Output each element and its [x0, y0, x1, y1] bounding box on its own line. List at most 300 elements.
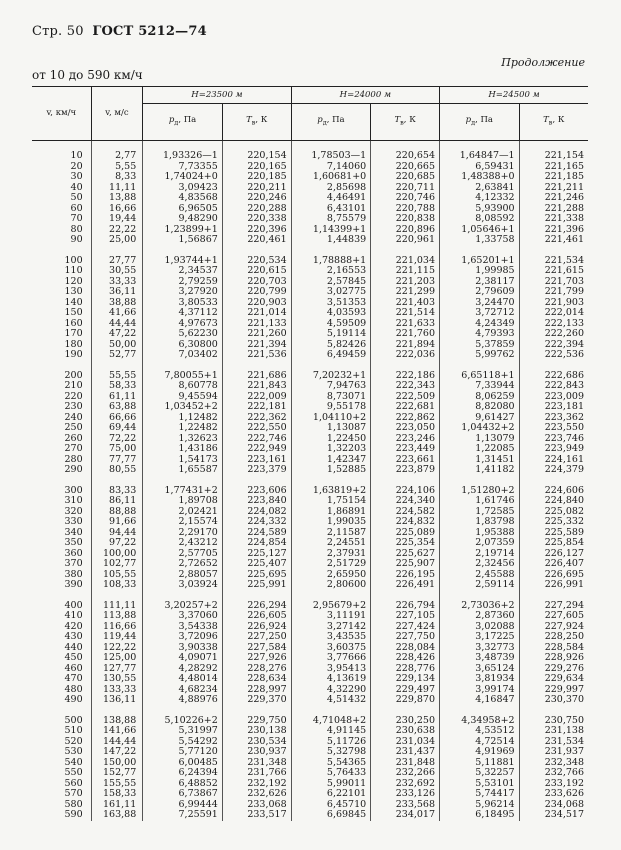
col-header-temperature: $T_в$, К: [222, 104, 291, 141]
table-cell: 470: [32, 674, 91, 685]
table-cell: 7,20232+1: [291, 361, 371, 382]
table-cell: 5,82426: [291, 340, 371, 351]
group-header-3: H=24500 м: [440, 87, 588, 104]
table-cell: 1,41182: [440, 465, 520, 476]
table-cell: 58,33: [91, 381, 143, 392]
table-row: [32, 559, 588, 570]
table-row: [32, 768, 588, 779]
table-cell: 1,83798: [440, 517, 520, 528]
atmosphere-table: [32, 86, 588, 821]
table-cell: 233,517: [222, 810, 291, 821]
table-cell: 270: [32, 444, 91, 455]
table-cell: 220,788: [371, 204, 440, 215]
table-cell: 360: [32, 549, 91, 560]
table-cell: 75,00: [91, 444, 143, 455]
table-cell: 4,71048+2: [291, 706, 371, 727]
table-cell: 222,681: [371, 402, 440, 413]
table-cell: 228,926: [544, 652, 584, 663]
table-cell: 210: [32, 381, 91, 392]
page-number: Стр. 50: [32, 24, 84, 39]
table-cell: 4,97673: [143, 319, 223, 330]
col-header-pressure: $p_д$, Па: [143, 104, 223, 141]
table-cell: 231,348: [222, 758, 291, 769]
table-cell: 230,138: [222, 726, 291, 737]
table-cell: 108,33: [91, 580, 143, 591]
table-cell: 224,082: [222, 507, 291, 518]
table-cell: 233,192: [544, 777, 584, 789]
table-cell: 220,246: [222, 193, 291, 204]
table-cell: 180: [32, 340, 91, 351]
table-cell: 138,88: [91, 706, 143, 727]
table-cell: 570: [32, 789, 91, 800]
group-header-1: H=23500 м: [143, 87, 291, 104]
table-row: [32, 653, 588, 664]
table-cell: 69,44: [91, 423, 143, 434]
table-row: [32, 246, 588, 267]
table-cell: 229,750: [222, 706, 291, 727]
table-cell: 220,903: [222, 298, 291, 309]
table-cell: 1,42347: [291, 455, 371, 466]
table-cell: 63,88: [91, 402, 143, 413]
table-cell: 228,276: [222, 664, 291, 675]
table-cell: 2,85698: [291, 183, 371, 194]
table-cell: 4,16847: [440, 695, 520, 706]
table-cell: 226,695: [544, 568, 584, 580]
table-cell: 225,089: [371, 528, 440, 539]
table-cell: 229,276: [544, 662, 584, 674]
table-cell: 60: [32, 204, 91, 215]
table-cell: 370: [32, 559, 91, 570]
table-cell: 221,760: [371, 329, 440, 340]
table-cell: 55,55: [91, 361, 143, 382]
col-header-v-ms: v, м/с: [91, 87, 143, 141]
table-cell: 225,127: [222, 549, 291, 560]
table-cell: 72,22: [91, 434, 143, 445]
table-cell: 228,084: [371, 643, 440, 654]
table-cell: 5,74417: [440, 789, 520, 800]
table-cell: 6,30800: [143, 340, 223, 351]
table-cell: 3,60375: [291, 643, 371, 654]
table-cell: 1,33758: [440, 235, 520, 246]
table-cell: 7,33944: [440, 381, 520, 392]
table-row: [32, 193, 588, 204]
table-cell: 5,37859: [440, 340, 520, 351]
table-cell: 225,589: [544, 526, 584, 538]
table-cell: 33,33: [91, 277, 143, 288]
table-cell: 1,31451: [440, 455, 520, 466]
table-cell: 1,13079: [440, 434, 520, 445]
table-cell: 540: [32, 758, 91, 769]
table-cell: 5,77120: [143, 747, 223, 758]
table-cell: 2,87360: [440, 611, 520, 622]
table-cell: 1,54173: [143, 455, 223, 466]
table-cell: 560: [32, 779, 91, 790]
table-cell: 222,036: [371, 350, 440, 361]
table-cell: 80,55: [91, 465, 143, 476]
table-cell: 234,017: [371, 810, 440, 821]
table-cell: 3,43535: [291, 632, 371, 643]
table-cell: 1,63819+2: [291, 476, 371, 497]
table-cell: 228,584: [544, 641, 584, 653]
table-cell: 1,75154: [291, 496, 371, 507]
table-cell: 430: [32, 632, 91, 643]
table-cell: 1,14399+1: [291, 225, 371, 236]
table-cell: 221,686: [222, 361, 291, 382]
table-row: [32, 402, 588, 413]
table-cell: 224,106: [371, 476, 440, 497]
table-cell: 97,22: [91, 538, 143, 549]
table-row: [32, 141, 588, 162]
table-cell: 3,09423: [143, 183, 223, 194]
table-cell: 231,937: [544, 746, 584, 757]
table-cell: 100,00: [91, 549, 143, 560]
table-cell: 223,949: [544, 443, 584, 454]
table-cell: 9,45594: [143, 392, 223, 403]
table-cell: 223,009: [544, 390, 584, 402]
table-cell: 3,99174: [440, 685, 520, 696]
table-cell: 2,79259: [143, 277, 223, 288]
table-cell: 220,703: [222, 277, 291, 288]
table-cell: 47,22: [91, 329, 143, 340]
table-row: [32, 308, 588, 319]
table-cell: 4,09071: [143, 653, 223, 664]
table-cell: 9,61427: [440, 413, 520, 424]
table-cell: 6,96505: [143, 204, 223, 215]
table-cell: 150,00: [91, 758, 143, 769]
table-cell: 9,55178: [291, 402, 371, 413]
table-cell: 229,134: [371, 674, 440, 685]
table-cell: 52,77: [91, 350, 143, 361]
table-cell: 66,66: [91, 413, 143, 424]
table-cell: 3,90338: [143, 643, 223, 654]
table-cell: 221,534: [544, 254, 584, 266]
table-cell: 3,17225: [440, 632, 520, 643]
table-cell: 231,848: [371, 758, 440, 769]
table-cell: 223,661: [371, 455, 440, 466]
table-cell: 225,627: [371, 549, 440, 560]
table-cell: 500: [32, 706, 91, 727]
table-cell: 116,66: [91, 622, 143, 633]
table-cell: 4,59509: [291, 319, 371, 330]
table-cell: 4,51432: [291, 695, 371, 706]
table-cell: 221,396: [544, 223, 584, 235]
table-cell: 160: [32, 319, 91, 330]
table-cell: 4,32290: [291, 685, 371, 696]
table-cell: 3,32773: [440, 643, 520, 654]
table-cell: 227,605: [544, 610, 584, 621]
table-cell: 233,626: [544, 788, 584, 799]
table-cell: 50: [32, 193, 91, 204]
table-cell: 7,73355: [143, 162, 223, 173]
table-cell: 3,11191: [291, 611, 371, 622]
table-cell: 1,99985: [440, 266, 520, 277]
table-cell: 1,60681+0: [291, 172, 371, 183]
table-cell: 224,589: [222, 528, 291, 539]
table-cell: 222,133: [544, 317, 584, 329]
table-cell: 222,843: [544, 380, 584, 391]
table-cell: 161,11: [91, 800, 143, 811]
table-cell: 222,686: [544, 369, 584, 381]
table-cell: 2,45588: [440, 570, 520, 581]
table-cell: 1,13087: [291, 423, 371, 434]
table-cell: 5,99011: [291, 779, 371, 790]
table-cell: 3,72096: [143, 632, 223, 643]
table-cell: 130,55: [91, 674, 143, 685]
table-cell: 229,497: [371, 685, 440, 696]
table-row: [32, 674, 588, 685]
table-cell: 260: [32, 434, 91, 445]
table-cell: 6,49459: [291, 350, 371, 361]
table-row: [32, 476, 588, 497]
table-cell: 222,536: [544, 349, 584, 360]
table-cell: 223,840: [222, 496, 291, 507]
table-cell: 1,72585: [440, 507, 520, 518]
table-cell: 223,050: [371, 423, 440, 434]
table-cell: 222,009: [222, 392, 291, 403]
table-cell: 38,88: [91, 298, 143, 309]
table-cell: 230: [32, 402, 91, 413]
table-cell: 4,91969: [440, 747, 520, 758]
table-cell: 226,195: [371, 570, 440, 581]
table-cell: 50,00: [91, 340, 143, 351]
table-cell: 225,332: [544, 516, 584, 527]
table-cell: 220: [32, 392, 91, 403]
table-cell: 36,11: [91, 287, 143, 298]
table-row: [32, 214, 588, 225]
table-cell: 5,76433: [291, 768, 371, 779]
table-cell: 2,51729: [291, 559, 371, 570]
table-cell: 224,582: [371, 507, 440, 518]
table-cell: 230,638: [371, 726, 440, 737]
table-cell: 231,766: [222, 768, 291, 779]
table-cell: 420: [32, 622, 91, 633]
table-cell: 220,154: [222, 141, 291, 162]
table-cell: 230,750: [544, 714, 584, 726]
table-cell: 340: [32, 528, 91, 539]
table-row: [32, 695, 588, 706]
table-cell: 150: [32, 308, 91, 319]
table-cell: 220,211: [222, 183, 291, 194]
table-cell: 520: [32, 737, 91, 748]
table-cell: 220,338: [222, 214, 291, 225]
table-cell: 228,250: [544, 631, 584, 642]
table-cell: 3,77666: [291, 653, 371, 664]
table-cell: 141,66: [91, 726, 143, 737]
table-cell: 234,517: [544, 809, 584, 820]
table-cell: 4,72514: [440, 737, 520, 748]
table-cell: 226,794: [371, 591, 440, 612]
table-cell: 147,22: [91, 747, 143, 758]
table-cell: 224,840: [544, 495, 584, 506]
table-cell: 120: [32, 277, 91, 288]
table-cell: 222,186: [371, 361, 440, 382]
table-cell: 450: [32, 653, 91, 664]
table-cell: 580: [32, 800, 91, 811]
table-cell: 119,44: [91, 632, 143, 643]
table-cell: 6,45710: [291, 800, 371, 811]
table-row: [32, 172, 588, 183]
table-cell: 220,396: [222, 225, 291, 236]
table-row: [32, 726, 588, 737]
table-cell: 27,77: [91, 246, 143, 267]
table-cell: 3,20257+2: [143, 591, 223, 612]
table-cell: 231,534: [544, 735, 584, 747]
table-cell: 7,25591: [143, 810, 223, 821]
table-cell: 226,407: [544, 558, 584, 569]
table-cell: 7,14060: [291, 162, 371, 173]
table-cell: 228,634: [222, 674, 291, 685]
table-cell: 223,246: [371, 434, 440, 445]
table-cell: 1,04110+2: [291, 413, 371, 424]
table-cell: 221,703: [544, 275, 584, 287]
group-header-2: H=24000 м: [291, 87, 439, 104]
table-cell: 102,77: [91, 559, 143, 570]
table-cell: 220,746: [371, 193, 440, 204]
table-cell: 226,991: [544, 579, 584, 590]
table-cell: 3,02775: [291, 287, 371, 298]
table-cell: 220,185: [222, 172, 291, 183]
table-cell: 1,22450: [291, 434, 371, 445]
table-cell: 221,185: [544, 171, 584, 182]
table-cell: 2,63841: [440, 183, 520, 194]
table-cell: 1,86891: [291, 507, 371, 518]
table-cell: 232,692: [371, 779, 440, 790]
table-cell: 390: [32, 580, 91, 591]
table-cell: 221,514: [371, 308, 440, 319]
table-cell: 1,89708: [143, 496, 223, 507]
table-cell: 1,93326—1: [143, 141, 223, 162]
table-cell: 380: [32, 570, 91, 581]
table-cell: 140: [32, 298, 91, 309]
table-cell: 310: [32, 496, 91, 507]
table-cell: 1,43186: [143, 444, 223, 455]
table-cell: 225,991: [222, 580, 291, 591]
table-cell: 2,38117: [440, 277, 520, 288]
table-cell: 220,665: [371, 162, 440, 173]
table-cell: 3,37060: [143, 611, 223, 622]
table-cell: 4,12332: [440, 193, 520, 204]
table-cell: 223,161: [222, 455, 291, 466]
table-cell: 221,133: [222, 319, 291, 330]
table-cell: 227,750: [371, 632, 440, 643]
table-cell: 410: [32, 611, 91, 622]
table-cell: 232,766: [544, 767, 584, 778]
table-cell: 224,332: [222, 517, 291, 528]
table-cell: 221,633: [371, 319, 440, 330]
table-cell: 221,014: [222, 308, 291, 319]
table-cell: 125,00: [91, 653, 143, 664]
col-header-pressure: $p_д$, Па: [291, 104, 371, 141]
table-cell: 221,403: [371, 298, 440, 309]
table-cell: 228,776: [371, 664, 440, 675]
table-cell: 227,105: [371, 611, 440, 622]
table-cell: 5,55: [91, 162, 143, 173]
table-cell: 1,61746: [440, 496, 520, 507]
table-cell: 1,78888+1: [291, 246, 371, 267]
table-cell: 1,93744+1: [143, 246, 223, 267]
table-cell: 300: [32, 476, 91, 497]
table-cell: 223,449: [371, 444, 440, 455]
table-cell: 222,509: [371, 392, 440, 403]
table-cell: 22,22: [91, 225, 143, 236]
table-cell: 227,924: [544, 620, 584, 632]
table-cell: 77,77: [91, 455, 143, 466]
table-cell: 221,894: [371, 340, 440, 351]
table-cell: 220,654: [371, 141, 440, 162]
table-cell: 152,77: [91, 768, 143, 779]
table-cell: 158,33: [91, 789, 143, 800]
table-cell: 220,685: [371, 172, 440, 183]
table-cell: 221,154: [544, 150, 584, 161]
table-cell: 1,04432+2: [440, 423, 520, 434]
table-cell: 1,64847—1: [440, 141, 520, 162]
table-cell: 4,37112: [143, 308, 223, 319]
table-cell: 8,60778: [143, 381, 223, 392]
table-cell: 20: [32, 162, 91, 173]
table-cell: 1,32623: [143, 434, 223, 445]
table-row: [32, 611, 588, 622]
table-cell: 226,127: [544, 547, 584, 559]
col-header-pressure: $p_д$, Па: [440, 104, 520, 141]
table-cell: 83,33: [91, 476, 143, 497]
table-cell: 223,746: [544, 432, 584, 444]
table-cell: 2,73036+2: [440, 591, 520, 612]
table-cell: 8,73071: [291, 392, 371, 403]
table-row: [32, 747, 588, 758]
table-cell: 225,354: [371, 538, 440, 549]
table-cell: 5,96214: [440, 800, 520, 811]
table-cell: 4,91145: [291, 726, 371, 737]
table-cell: 144,44: [91, 737, 143, 748]
table-cell: 3,27142: [291, 622, 371, 633]
table-cell: 440: [32, 643, 91, 654]
table-cell: 61,11: [91, 392, 143, 403]
table-cell: 222,949: [222, 444, 291, 455]
table-cell: 228,426: [371, 653, 440, 664]
table-cell: 233,568: [371, 800, 440, 811]
table-cell: 226,491: [371, 580, 440, 591]
table-cell: 122,22: [91, 643, 143, 654]
table-cell: 2,43212: [143, 538, 223, 549]
table-cell: 6,65118+1: [440, 361, 520, 382]
table-row: [32, 810, 588, 821]
page-header: [32, 24, 207, 39]
table-cell: 2,80600: [291, 580, 371, 591]
table-cell: 320: [32, 507, 91, 518]
table-cell: 163,88: [91, 810, 143, 821]
table-row: [32, 266, 588, 277]
table-cell: 6,24394: [143, 768, 223, 779]
table-cell: 229,634: [544, 673, 584, 684]
table-cell: 221,299: [371, 287, 440, 298]
table-cell: 8,06259: [440, 392, 520, 403]
table-cell: 1,48388+0: [440, 172, 520, 183]
table-cell: 223,606: [222, 476, 291, 497]
table-cell: 223,550: [544, 422, 584, 433]
table-cell: 4,03593: [291, 308, 371, 319]
table-cell: 41,66: [91, 308, 143, 319]
table-cell: 2,19714: [440, 549, 520, 560]
table-cell: 4,13619: [291, 674, 371, 685]
table-cell: 1,32203: [291, 444, 371, 455]
table-cell: 1,03452+2: [143, 402, 223, 413]
table-cell: 2,59114: [440, 580, 520, 591]
table-cell: 460: [32, 664, 91, 675]
table-cell: 221,903: [544, 296, 584, 308]
table-cell: 2,57705: [143, 549, 223, 560]
table-cell: 200: [32, 361, 91, 382]
table-cell: 8,75579: [291, 214, 371, 225]
